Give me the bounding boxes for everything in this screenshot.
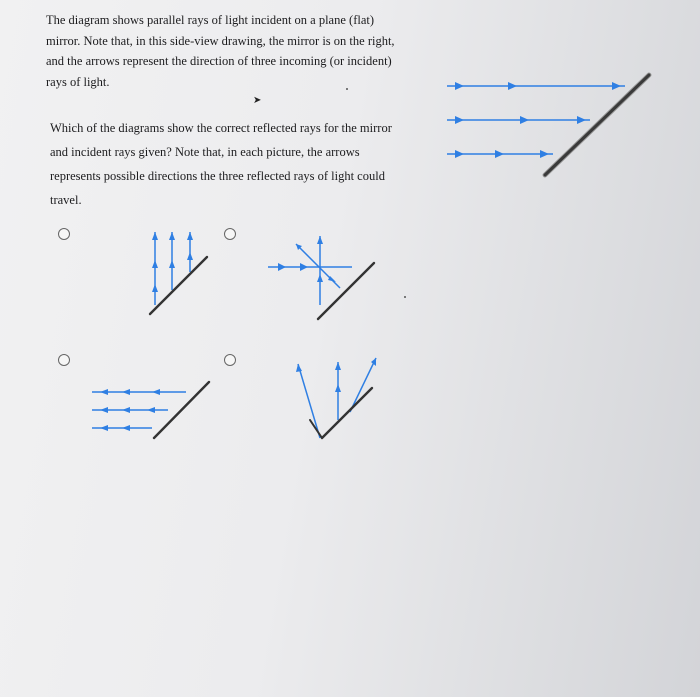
question-text: The diagram shows parallel rays of light incident on a plane (flat) mirror. Note that, in this side-view drawing, the mirror is on the right, and the arrows represent the direction of three incoming (or incident) rays of light.	[46, 13, 395, 89]
prompt-text: Which of the diagrams show the correct reflected rays for the mirror and incident rays given? Note that, in each picture, the arrows represents possible directions the three reflected rays of light could travel.	[50, 121, 392, 207]
mouse-pointer-icon: ➤	[253, 95, 262, 106]
